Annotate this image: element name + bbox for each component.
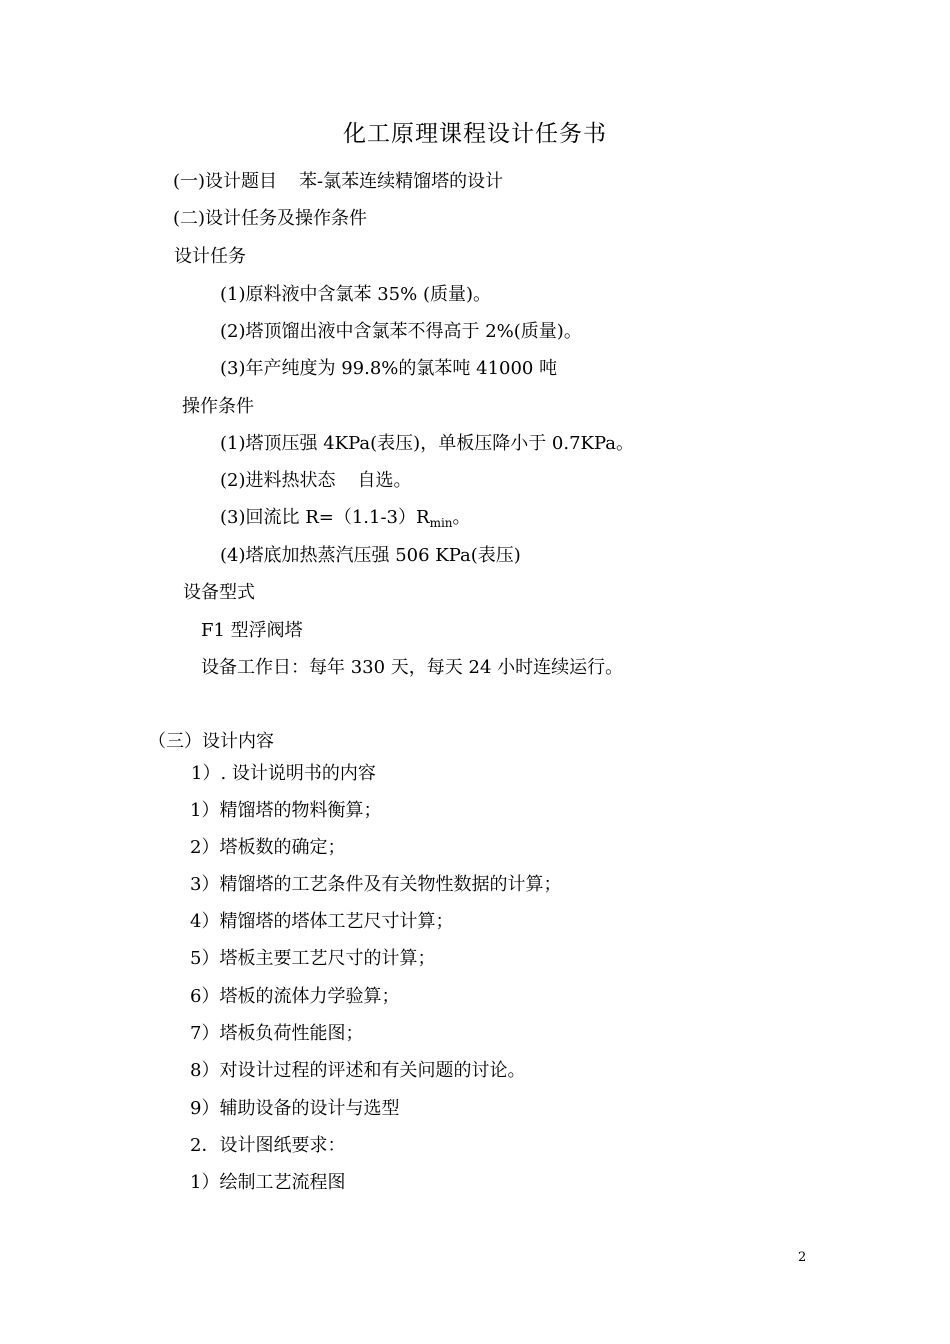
condition-3 [220,507,471,529]
content-item-1: 1）精馏塔的物料衡算； [190,800,382,821]
section2-label: (二)设计任务及操作条件 [173,208,368,229]
task-item-2: (2)塔顶馏出液中含氯苯不得高于 2%(质量)。 [220,321,582,342]
sub1-heading: 1）. 设计说明书的内容 [191,763,376,784]
condition-2 [220,470,412,492]
condition-3-suffix: 。 [452,507,471,528]
section3-label: （三）设计内容 [148,731,274,752]
design-topic: 苯-氯苯连续精馏塔的设计 [299,171,504,192]
content-item-6: 6）塔板的流体力学验算； [190,986,400,1007]
content-item-9: 9）辅助设备的设计与选型 [190,1098,400,1119]
content-item-4: 4）精馏塔的塔体工艺尺寸计算； [190,911,454,932]
condition-2-label: (2)进料热状态 [220,470,336,491]
document-title: 化工原理课程设计任务书 [343,121,607,147]
condition-2-value: 自选。 [357,470,412,491]
section1-label: (一)设计题目 [173,171,278,192]
content-item-3: 3）精馏塔的工艺条件及有关物性数据的计算； [190,874,562,895]
equipment-heading: 设备型式 [183,582,255,603]
conditions-heading: 操作条件 [182,396,254,417]
content-item-8: 8）对设计过程的评述和有关问题的讨论。 [190,1060,526,1081]
condition-4: (4)塔底加热蒸汽压强 506 KPa(表压) [220,545,521,566]
task-heading: 设计任务 [174,246,246,267]
equipment-type: F1 型浮阀塔 [201,620,303,641]
content-item-5: 5）塔板主要工艺尺寸的计算； [190,948,436,969]
content-item-7: 7）塔板负荷性能图； [190,1023,364,1044]
task-item-3: (3)年产纯度为 99.8%的氯苯吨 41000 吨 [220,358,558,379]
work-days: 设备工作日：每年 330 天，每天 24 小时连续运行。 [201,657,624,678]
condition-1: (1)塔顶压强 4KPa(表压)，单板压降小于 0.7KPa。 [220,433,635,454]
drawing-item-1: 1）绘制工艺流程图 [190,1172,346,1193]
condition-3-prefix: (3)回流比 R=（1.1-3）R [220,507,430,528]
content-item-2: 2）塔板数的确定； [190,837,346,858]
condition-3-subscript: min [429,516,453,530]
page-number: 2 [798,1250,807,1265]
sub2-heading: 2．设计图纸要求： [190,1135,346,1156]
design-topic-line [173,171,503,193]
task-item-1: (1)原料液中含氯苯 35% (质量)。 [220,284,491,305]
